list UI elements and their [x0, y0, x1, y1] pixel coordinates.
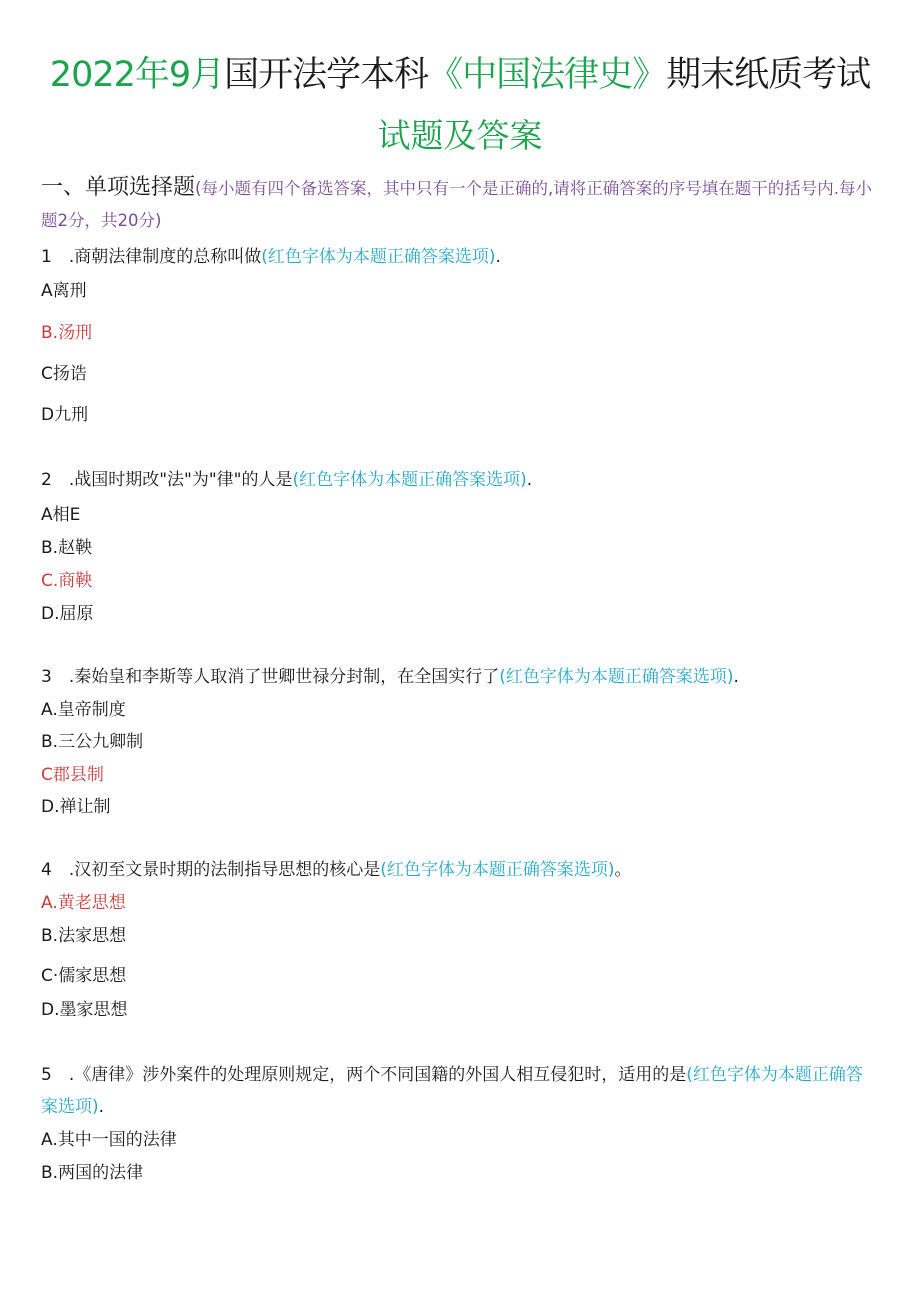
- question-end: .: [98, 1097, 105, 1117]
- answer-hint: (红色字体为本题正确答案选项): [499, 667, 734, 687]
- question-1-option-c: C扬诰: [41, 364, 87, 384]
- question-text: 5 .《唐律》涉外案件的处理原则规定，两个不同国籍的外国人相互侵犯时，适用的是: [41, 1065, 687, 1085]
- question-4-stem: [41, 857, 632, 883]
- question-1-option-a: A离刑: [41, 281, 87, 301]
- question-2-option-d: D.屈原: [41, 604, 94, 624]
- answer-hint: (红色字体为本题正确答案选项): [261, 247, 496, 267]
- question-2-option-a: A相E: [41, 505, 81, 525]
- question-4-option-b: B.法家思想: [41, 926, 127, 946]
- question-2-option-c-correct: C.商鞅: [41, 571, 93, 591]
- title-date: 2022年9月: [49, 55, 225, 95]
- question-3-option-c-correct: C郡县制: [41, 765, 104, 785]
- document-subtitle: 试题及答案: [377, 116, 543, 155]
- question-5-option-a: A.其中一国的法律: [41, 1130, 177, 1150]
- question-end: .: [526, 470, 533, 490]
- question-4-option-c: C·儒家思想: [41, 966, 127, 986]
- question-end: .: [495, 247, 501, 267]
- question-3-option-a: A.皇帝制度: [41, 700, 126, 720]
- question-2-stem: [41, 467, 532, 493]
- section-title: 一、单项选择题: [41, 175, 196, 200]
- question-text: 3 .秦始皇和李斯等人取消了世卿世禄分封制，在全国实行了: [41, 667, 500, 687]
- question-text: 2 .战国时期改"法"为"律"的人是: [41, 470, 293, 490]
- title-program: 国开法学本科: [224, 55, 429, 95]
- document-title: [0, 52, 920, 98]
- question-4-option-d: D.墨家思想: [41, 1000, 128, 1020]
- answer-hint-part-2: 题正确答案选项): [41, 1065, 863, 1117]
- question-1-stem: [41, 244, 501, 270]
- question-3-option-b: B.三公九卿制: [41, 732, 144, 752]
- question-4-option-a-correct: A.黄老思想: [41, 893, 126, 913]
- question-3-stem: [41, 664, 739, 690]
- question-1-option-b-correct: B.汤刑: [41, 323, 93, 343]
- answer-hint-part-1: (红色字体为本: [686, 1065, 795, 1085]
- title-course: 《中国法律史》: [428, 55, 667, 95]
- question-end: 。: [614, 860, 632, 880]
- question-2-option-b: B.赵鞅: [41, 538, 93, 558]
- answer-hint: (红色字体为本题正确答案选项): [380, 860, 615, 880]
- section-heading: [41, 172, 876, 237]
- question-end: .: [733, 667, 739, 687]
- question-text: 4 .汉初至文景时期的法制指导思想的核心是: [41, 860, 381, 880]
- section-instructions: (每小题有四个备选答案，其中只有一个是正确的,请将正确答案的序号填在题干的括号内.每小题2分，共20分): [41, 179, 872, 230]
- question-text: 1 .商朝法律制度的总称叫做: [41, 247, 262, 267]
- title-exam: 期末纸质考试: [666, 55, 871, 95]
- question-1-option-d: D九刑: [41, 405, 89, 425]
- question-5-stem: [41, 1059, 873, 1123]
- answer-hint: (红色字体为本题正确答案选项): [292, 470, 527, 490]
- question-5-option-b: B.两国的法律: [41, 1163, 144, 1183]
- question-3-option-d: D.禅让制: [41, 797, 111, 817]
